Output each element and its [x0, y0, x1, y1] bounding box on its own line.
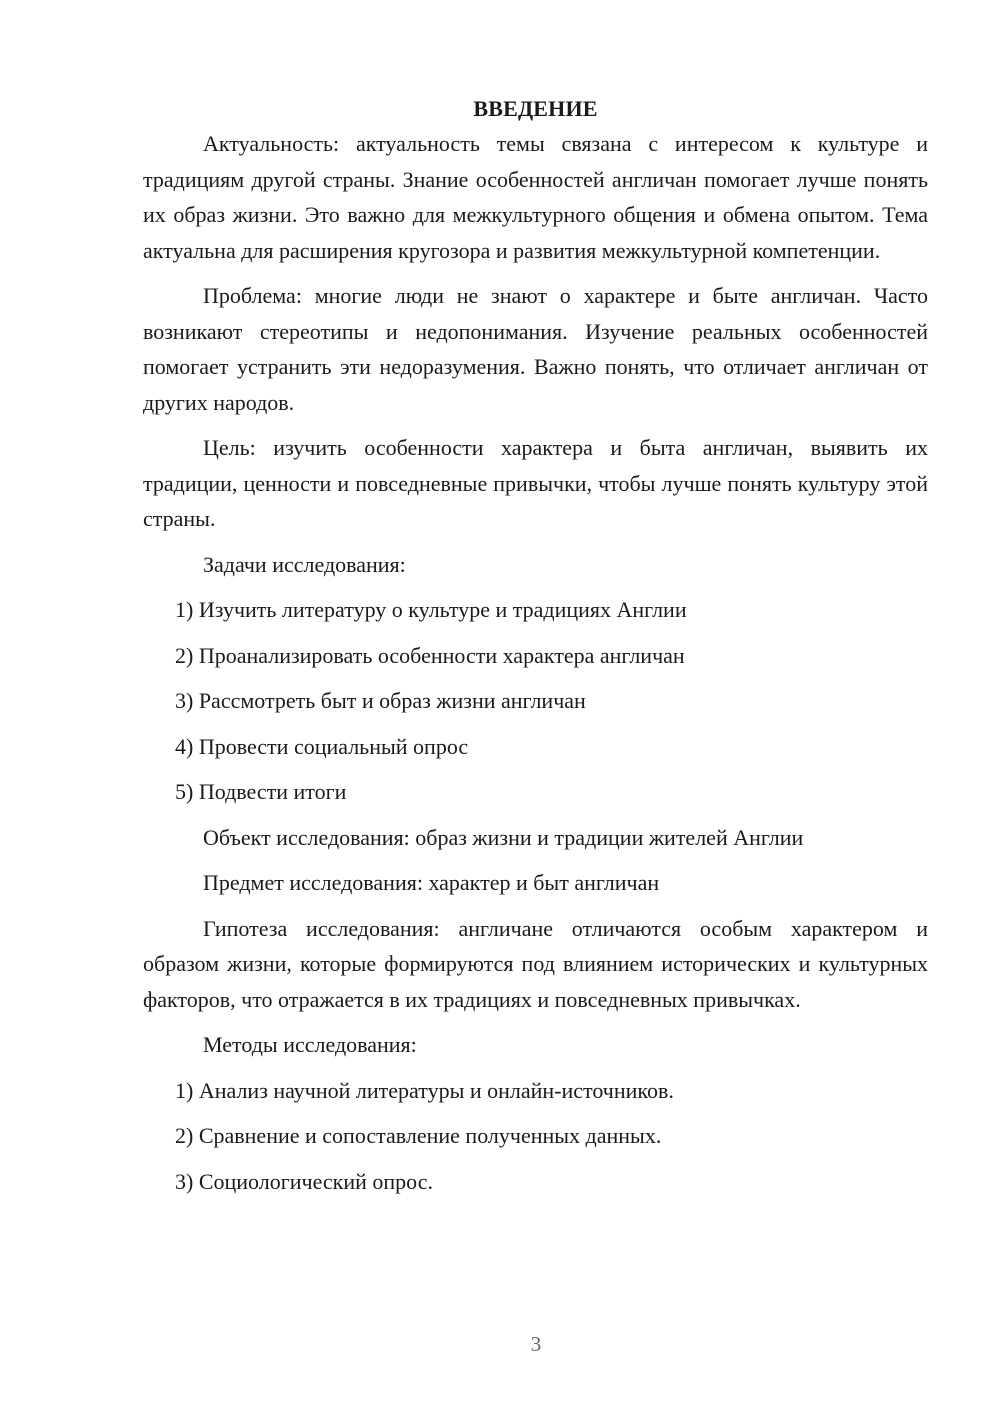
- methods-list: [143, 1073, 928, 1200]
- methods-heading: Методы исследования:: [203, 1032, 417, 1057]
- goal-paragraph: Цель: изучить особенности характера и быта англичан, выявить их традиции, ценности и повседневные привычки, чтобы лучше понять культуру этой страны.: [143, 435, 928, 531]
- tasks-list: [143, 592, 928, 810]
- list-item: 1) Анализ научной литературы и онлайн-источников.: [175, 1077, 674, 1103]
- research-object: Объект исследования: образ жизни и традиции жителей Англии: [203, 824, 804, 850]
- document-page: [143, 92, 928, 1209]
- page-title: ВВЕДЕНИЕ: [473, 96, 598, 121]
- research-subject: Предмет исследования: характер и быт англичан: [203, 870, 660, 895]
- list-item: 3) Рассмотреть быт и образ жизни англичан: [175, 688, 586, 713]
- list-item: 4) Провести социальный опрос: [175, 733, 469, 759]
- relevance-paragraph: Актуальность: актуальность темы связана с интересом к культуре и традициям другой страны. Знание особенностей англичан помогает лучше понять их образ жизни. Это важно для межкультурного общения и обмена опытом. Тема актуальна для расширения кругозора и развития межкультурной компетенции.: [143, 131, 928, 263]
- list-item: 1) Изучить литературу о культуре и традициях Англии: [175, 597, 687, 622]
- tasks-heading: Задачи исследования:: [203, 551, 406, 577]
- list-item: 2) Проанализировать особенности характера англичан: [175, 642, 685, 668]
- list-item: 5) Подвести итоги: [175, 779, 347, 804]
- problem-paragraph: Проблема: многие люди не знают о характере и быте англичан. Часто возникают стереотипы и недопонимания. Изучение реальных особенностей помогает устранить эти недоразумения. Важно понять, что отличает англичан от других народов.: [143, 283, 928, 415]
- list-item: 2) Сравнение и сопоставление полученных данных.: [175, 1123, 662, 1148]
- page-number: 3: [530, 1332, 542, 1356]
- list-item: 3) Социологический опрос.: [175, 1168, 433, 1194]
- hypothesis-paragraph: Гипотеза исследования: англичане отличаются особым характером и образом жизни, которые формируются под влиянием исторических и культурных факторов, что отражается в их традициях и повседневных привычках.: [143, 915, 928, 1012]
